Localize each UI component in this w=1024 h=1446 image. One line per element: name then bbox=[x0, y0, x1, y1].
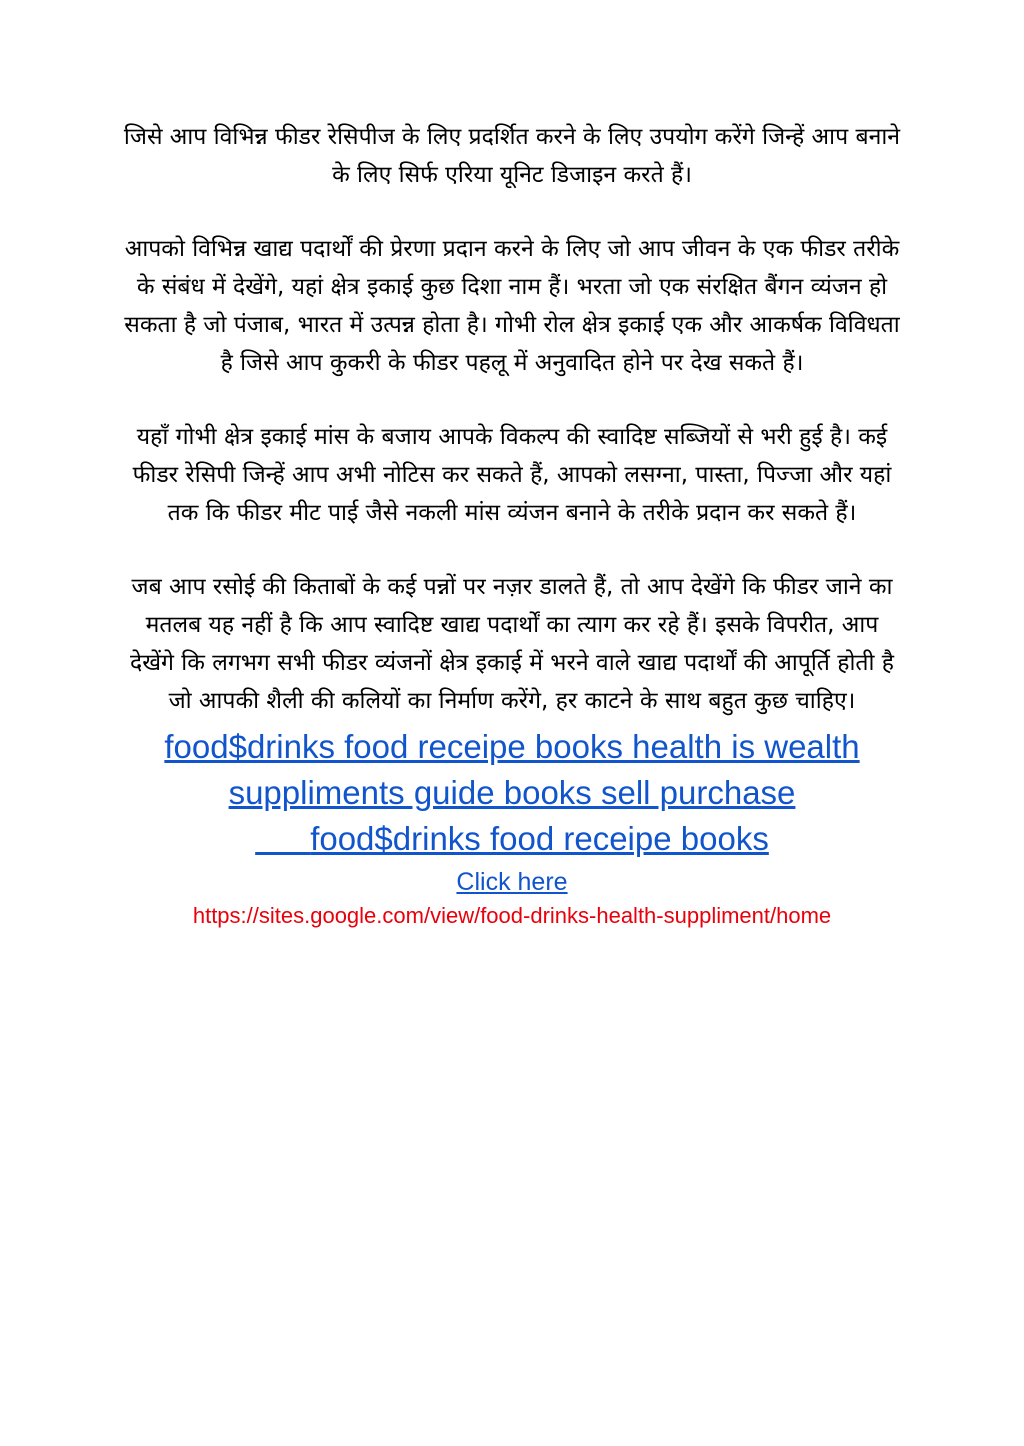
suppliments-guide-link[interactable]: suppliments guide books sell purchase bbox=[228, 774, 796, 811]
site-url-text: https://sites.google.com/view/food-drinks-health-suppliment/home bbox=[192, 903, 832, 928]
paragraph-3: यहाँ गोभी क्षेत्र इकाई मांस के बजाय आपके विकल्प की स्वादिष्ट सब्जियों से भरी हुई है। कई फीडर रेसिपी जिन्हें आप अभी नोटिस कर सकते हैं, आपको लसग्ना, पास्ता, पिज्जा और यहां तक कि फीडर मीट पाई जैसे नकली मांस व्यंजन बनाने के तरीके प्रदान कर सकते हैं। bbox=[132, 424, 892, 526]
click-here-link[interactable]: Click here bbox=[456, 868, 568, 896]
paragraph-1: जिसे आप विभिन्न फीडर रेसिपीज के लिए प्रदर्शित करने के लिए उपयोग करेंगे जिन्हें आप बनाने के लिए सिर्फ एरिया यूनिट डिजाइन करते हैं। bbox=[123, 124, 901, 188]
food-receipe-books-label: food$drinks food receipe books bbox=[310, 820, 769, 857]
paragraph-2: आपको विभिन्न खाद्य पदार्थों की प्रेरणा प्रदान करने के लिए जो आप जीवन के एक फीडर तरीके के संबंध में देखेंगे, यहां क्षेत्र इकाई कुछ दिशा नाम हैं। भरता जो एक संरक्षित बैंगन व्यंजन हो सकता है जो पंजाब, भारत में उत्पन्न होता है। गोभी रोल क्षेत्र इकाई एक और आकर्षक विविधता है जिसे आप कुकरी के फीडर पहलू में अनुवादित होने पर देख सकते हैं। bbox=[124, 236, 900, 376]
food-drinks-health-link[interactable]: food$drinks food receipe books health is wealth bbox=[164, 728, 860, 765]
link-block bbox=[120, 724, 904, 932]
paragraph-4: जब आप रसोई की किताबों के कई पन्नों पर नज़र डालते हैं, तो आप देखेंगे कि फीडर जाने का मतलब यह नहीं है कि आप स्वादिष्ट खाद्य पदार्थों का त्याग कर रहे हैं। इसके विपरीत, आप देखेंगे कि लगभग सभी फीडर व्यंजनों क्षेत्र इकाई में भरने वाले खाद्य पदार्थों की आपूर्ति होती है जो आपकी शैली की कलियों का निर्माण करेंगे, हर काटने के साथ बहुत कुछ चाहिए। bbox=[130, 574, 894, 714]
link-padding bbox=[255, 820, 310, 857]
food-receipe-books-link[interactable] bbox=[120, 816, 904, 862]
document-body bbox=[120, 118, 904, 932]
